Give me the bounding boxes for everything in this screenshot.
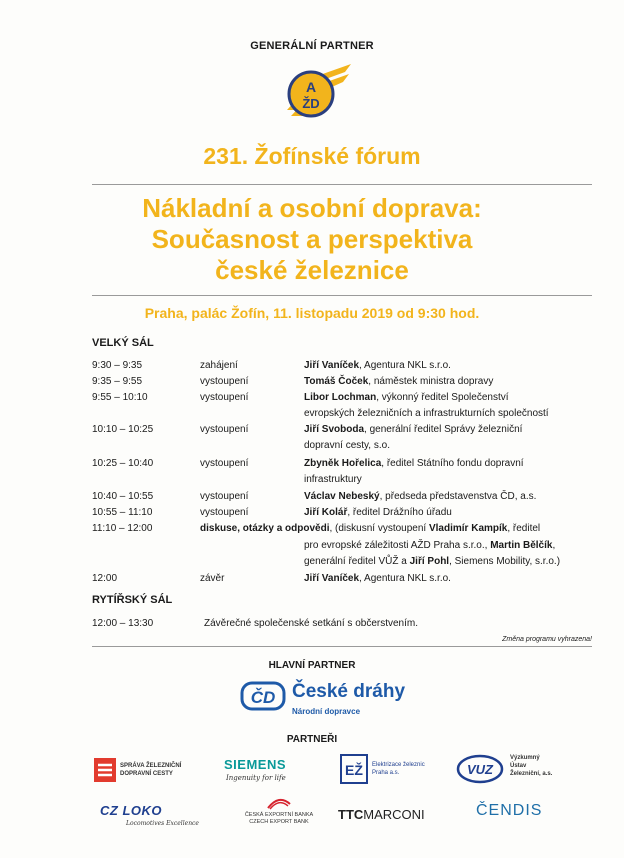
divider-middle — [92, 295, 592, 296]
forum-title: 231. Žofínské fórum — [203, 143, 421, 169]
szdc-mark-icon — [94, 758, 116, 782]
cendis-name: ČENDIS — [476, 802, 543, 819]
speaker-name: Vladimír Kampík — [428, 523, 508, 534]
speaker-name: Jiří Kolář — [304, 507, 348, 518]
ceb-text — [244, 812, 314, 826]
row-time: 9:35 – 9:55 — [92, 376, 143, 387]
svg-text:A: A — [305, 79, 317, 95]
speaker-role: , výkonný ředitel Společenství — [376, 392, 509, 403]
vuz-line: Železniční, a.s. — [510, 771, 553, 777]
hall-heading-velky-sal: VELKÝ SÁL — [92, 337, 154, 349]
divider-top — [92, 184, 592, 185]
discussion-lead: diskuse, otázky a odpovědi — [200, 523, 330, 534]
azd-wing-logo — [277, 58, 351, 124]
speaker-name: Jiří Svoboda — [304, 424, 365, 435]
row-speaker — [304, 358, 602, 374]
row-time: 10:25 – 10:40 — [92, 458, 154, 469]
cz-loko-slogan: Locomotives Excellence — [126, 820, 199, 827]
row-time: 9:30 – 9:35 — [92, 360, 143, 371]
venue-date: Praha, palác Žofín, 11. listopadu 2019 od 9:30 hod. — [144, 305, 480, 321]
discussion-part: generální ředitel VŮŽ a — [304, 556, 410, 567]
speaker-name: Tomáš Čoček — [304, 376, 369, 387]
cd-tagline: Národní dopravce — [292, 707, 361, 716]
szdc-line: DOPRAVNÍ CESTY — [120, 771, 173, 777]
row-time: 12:00 – 13:30 — [92, 618, 154, 629]
ez-line: Praha a.s. — [372, 770, 400, 776]
divider-bottom — [92, 646, 592, 647]
row-speaker — [304, 390, 602, 421]
cendis-logo — [476, 802, 556, 826]
main-title-line-3: české železnice — [215, 255, 409, 285]
row-type: zahájení — [200, 360, 238, 371]
ceb-swoosh-icon — [266, 796, 292, 810]
vuz-line: Výzkumný — [510, 755, 540, 761]
row-text: Závěrečné společenské setkání s občerstvením. — [204, 618, 418, 629]
row-speaker — [304, 422, 602, 453]
speaker-role: , Agentura NKL s.r.o. — [359, 573, 451, 584]
row-speaker — [304, 489, 602, 505]
speaker-role: , ředitel Drážního úřadu — [347, 507, 452, 518]
siemens-name: SIEMENS — [224, 757, 287, 772]
vuz-mark-text: VUZ — [467, 762, 493, 777]
general-partner-label: GENERÁLNÍ PARTNER — [250, 40, 374, 52]
ttc-prefix: TTC — [338, 807, 364, 822]
main-title-line-2: Současnost a perspektiva — [151, 224, 473, 254]
speaker-name: Václav Nebeský — [304, 491, 380, 502]
row-type: závěr — [200, 573, 225, 584]
ez-line: Elektrizace železnic — [372, 762, 425, 768]
discussion-part: , (diskusní vystoupení — [329, 523, 429, 534]
row-speaker — [304, 374, 602, 390]
program-change-note: Změna programu vyhrazena! — [502, 636, 592, 643]
szdc-line: SPRÁVA ŽELEZNIČNÍ — [120, 763, 182, 769]
cz-loko-name: CZ LOKO — [100, 803, 162, 818]
speaker-role-cont: evropských železničních a infrastrukturních společností — [304, 407, 549, 419]
main-title-line-1: Nákladní a osobní doprava: — [142, 193, 482, 223]
row-time: 11:10 – 12:00 — [92, 523, 153, 534]
speaker-role-cont: infrastruktury — [304, 473, 362, 485]
ceb-line: ČESKÁ EXPORTNÍ BANKA — [244, 812, 314, 818]
ceska-exportni-banka-logo — [244, 796, 314, 830]
speaker-name: Martin Bělčík — [490, 540, 553, 551]
main-partner-label: HLAVNÍ PARTNER — [268, 660, 356, 671]
discussion-part: pro evropské záležitosti AŽD Praha s.r.o., — [304, 540, 491, 551]
row-time: 10:55 – 11:10 — [92, 507, 153, 518]
speaker-name: Zbyněk Hořelica — [304, 458, 382, 469]
row-time: 10:10 – 10:25 — [92, 424, 154, 435]
discussion-text-cont — [304, 554, 602, 570]
discussion-part: , — [552, 540, 556, 551]
main-title — [0, 193, 624, 286]
ceske-drahy-logo — [240, 677, 440, 725]
row-type: vystoupení — [200, 424, 249, 435]
svg-text:ŽD: ŽD — [302, 96, 320, 111]
speaker-name: Libor Lochman — [304, 392, 377, 403]
speaker-role-cont: dopravní cesty, s.o. — [304, 439, 390, 451]
speaker-role: , Agentura NKL s.r.o. — [359, 360, 451, 371]
row-time: 12:00 — [92, 573, 118, 584]
row-type: vystoupení — [200, 458, 249, 469]
cd-name: České dráhy — [292, 681, 406, 702]
cd-mark-text: ČD — [250, 688, 276, 707]
vuz-logo — [456, 752, 576, 788]
siemens-slogan: Ingenuity for life — [226, 774, 286, 782]
ez-mark-text: EŽ — [345, 762, 363, 778]
ez-praha-logo — [340, 754, 440, 786]
row-speaker — [304, 456, 602, 487]
ttc-suffix: MARCONI — [363, 807, 425, 822]
szdc-text — [120, 762, 181, 778]
vuz-text — [510, 754, 552, 778]
ez-mark-icon — [340, 754, 368, 784]
discussion-text-cont — [304, 538, 602, 554]
row-time: 9:55 – 10:10 — [92, 392, 148, 403]
vuz-mark-icon — [456, 754, 504, 784]
row-type: vystoupení — [200, 507, 249, 518]
szdc-logo — [94, 756, 204, 786]
ez-text — [372, 761, 425, 777]
siemens-logo — [224, 757, 314, 787]
speaker-role: , ředitel Státního fondu dopravní — [381, 458, 524, 469]
speaker-name: Jiří Pohl — [409, 556, 450, 567]
row-speaker — [304, 571, 602, 587]
discussion-part: , Siemens Mobility, s.r.o.) — [449, 556, 561, 567]
row-type: vystoupení — [200, 392, 249, 403]
partners-label: PARTNEŘI — [286, 734, 338, 745]
speaker-role: , generální ředitel Správy železniční — [364, 424, 523, 435]
discussion-part: , ředitel — [507, 523, 541, 534]
row-type: vystoupení — [200, 491, 249, 502]
row-speaker — [304, 505, 602, 521]
cz-loko-logo — [100, 803, 210, 833]
speaker-role: , předseda představenstva ČD, a.s. — [379, 491, 537, 502]
row-type: vystoupení — [200, 376, 249, 387]
hall-heading-rytirsky-sal: RYTÍŘSKÝ SÁL — [92, 594, 173, 606]
speaker-name: Jiří Vaníček — [304, 360, 360, 371]
vuz-line: Ústav — [510, 763, 527, 769]
speaker-role: , náměstek ministra dopravy — [368, 376, 494, 387]
ceb-line: CZECH EXPORT BANK — [249, 819, 309, 825]
row-time: 10:40 – 10:55 — [92, 491, 154, 502]
cd-mark-icon — [240, 681, 286, 711]
discussion-text — [200, 521, 600, 537]
ttc-marconi-logo — [338, 806, 468, 826]
speaker-name: Jiří Vaníček — [304, 573, 360, 584]
